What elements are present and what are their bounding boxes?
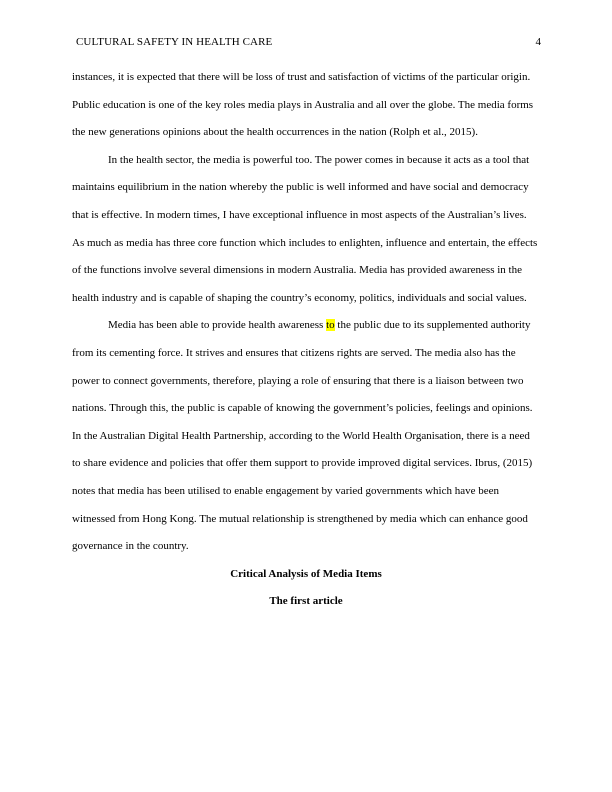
subsection-heading: The first article bbox=[269, 595, 343, 608]
paragraph-media-power: In the health sector, the media is powerful too. The power comes in because it acts as a tool that maintains equilibrium in the nation whereby the public is well informed and have social and democracy that is effective. In modern times, I have exceptional influence in most aspects of the Australian’s lives. As much as media has three core function which includes to enlighten, influence and entertain, the effects of the functions involve several dimensions in modern Australia. Media has provided awareness in the health industry and is capable of shaping the country’s economy, politics, individuals and social values. bbox=[72, 153, 538, 304]
highlighted-word: to bbox=[326, 319, 335, 332]
page-number: 4 bbox=[535, 36, 541, 48]
document-body bbox=[72, 64, 540, 616]
running-head: CULTURAL SAFETY IN HEALTH CARE bbox=[76, 36, 273, 48]
paragraph-health-awareness bbox=[72, 312, 540, 560]
section-heading: Critical Analysis of Media Items bbox=[230, 567, 382, 580]
paragraph-text-after: the public due to its supplemented authority from its cementing force. It strives and ensures that citizens rights are served. The media also has the power to connect governments, therefore, playing a role of ensuring that there is a liaison between two nations. Through this, the public is capable of knowing the government’s policies, feelings and opinions. In the Australian Digital Health Partnership, according to the World Health Organisation, there is a need to share evidence and policies that offer them support to provide improved digital services. Ibrus, (2015) notes that media has been utilised to enable engagement by varied governments which have been witnessed from Hong Kong. The mutual relationship is strengthened by media which can enhance good governance in the country. bbox=[72, 319, 533, 553]
paragraph-text-before: Media has been able to provide health awareness bbox=[108, 319, 327, 332]
paragraph-continuation: instances, it is expected that there will be loss of trust and satisfaction of victims of the particular origin. Public education is one of the key roles media plays in Australia and all over the globe. The media forms the new generations opinions about the health occurrences in the nation (Rolph et al., 2015). bbox=[72, 71, 534, 139]
